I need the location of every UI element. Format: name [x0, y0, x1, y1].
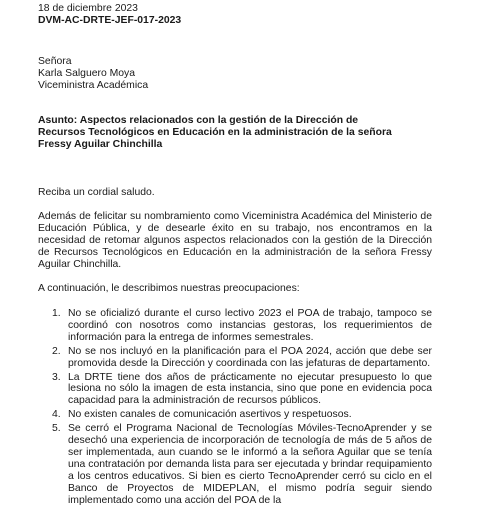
list-item: [38, 423, 432, 506]
list-item: [38, 346, 432, 370]
list-item: [38, 372, 432, 408]
letter-date: 18 de diciembre 2023: [38, 3, 138, 14]
subject-line: Fressy Aguilar Chinchilla: [38, 138, 163, 150]
letter-header: [38, 3, 432, 27]
subject-line: Recursos Tecnológicos en Educación en la administración de la señora: [38, 126, 392, 138]
list-item-number: 5.: [52, 423, 61, 435]
greeting: Reciba un cordial saludo.: [38, 187, 155, 198]
subject-line: Asunto: Aspectos relacionados con la gestión de la Dirección de: [38, 115, 359, 126]
recipient-salutation: Señora: [38, 56, 72, 67]
list-item-number: 1.: [52, 308, 61, 319]
intro-paragraph: Además de felicitar su nombramiento como Viceministra Académica del Ministerio de Educación Pública, y de desearle éxito en su trabajo, nos encontramos en la necesidad de retomar algunos aspectos relacionados con la gestión de la Dirección de Recursos Tecnológicos en Educación en la administración de la señora Fressy Aguilar Chinchilla.: [38, 211, 432, 270]
list-item-number: 2.: [52, 345, 61, 357]
list-item-number: 3.: [52, 371, 61, 383]
list-item-text: No existen canales de comunicación asertivos y respetuosos.: [68, 409, 352, 421]
list-item: [38, 308, 432, 344]
list-item-number: 4.: [52, 409, 61, 421]
list-item-text: No se nos incluyó en la planificación para el POA 2024, acción que debe ser promovida desde la Dirección y coordinada con las jefaturas de departamento.: [68, 345, 432, 369]
list-item: [38, 409, 432, 421]
recipient-block: [38, 56, 432, 92]
list-intro: A continuación, le describimos nuestras preocupaciones:: [38, 283, 300, 294]
subject-block: [38, 115, 432, 151]
recipient-title: Viceministra Académica: [38, 79, 149, 91]
concerns-list: [38, 308, 432, 509]
reference-number: DVM-AC-DRTE-JEF-017-2023: [38, 14, 182, 26]
list-item-text: Se cerró el Programa Nacional de Tecnologías Móviles-TecnoAprender y se desechó una experiencia de incorporación de tecnología de más de 5 años de ser implementada, aun cuando se le informó a la señora Aguilar que se tenía una contratación por demanda lista para ser ejecutada y brindar requipamiento a los centros educativos. Si bien es cierto TecnoAprender cerró su ciclo en el Banco de Proyectos de MIDEPLAN, el mismo podría seguir siendo implementado como una acción del POA de la: [68, 423, 432, 506]
list-item-text: La DRTE tiene dos años de prácticamente no ejecutar presupuesto lo que lesiona no sólo la imagen de esta instancia, sino que pone en evidencia poca capacidad para la administración de recursos públicos.: [68, 371, 432, 407]
list-item-text: No se oficializó durante el curso lectivo 2023 el POA de trabajo, tampoco se coordinó con nosotros como instancias gestoras, los requerimientos de información para la entrega de informes semestrales.: [68, 308, 432, 343]
recipient-name: Karla Salguero Moya: [38, 67, 136, 79]
